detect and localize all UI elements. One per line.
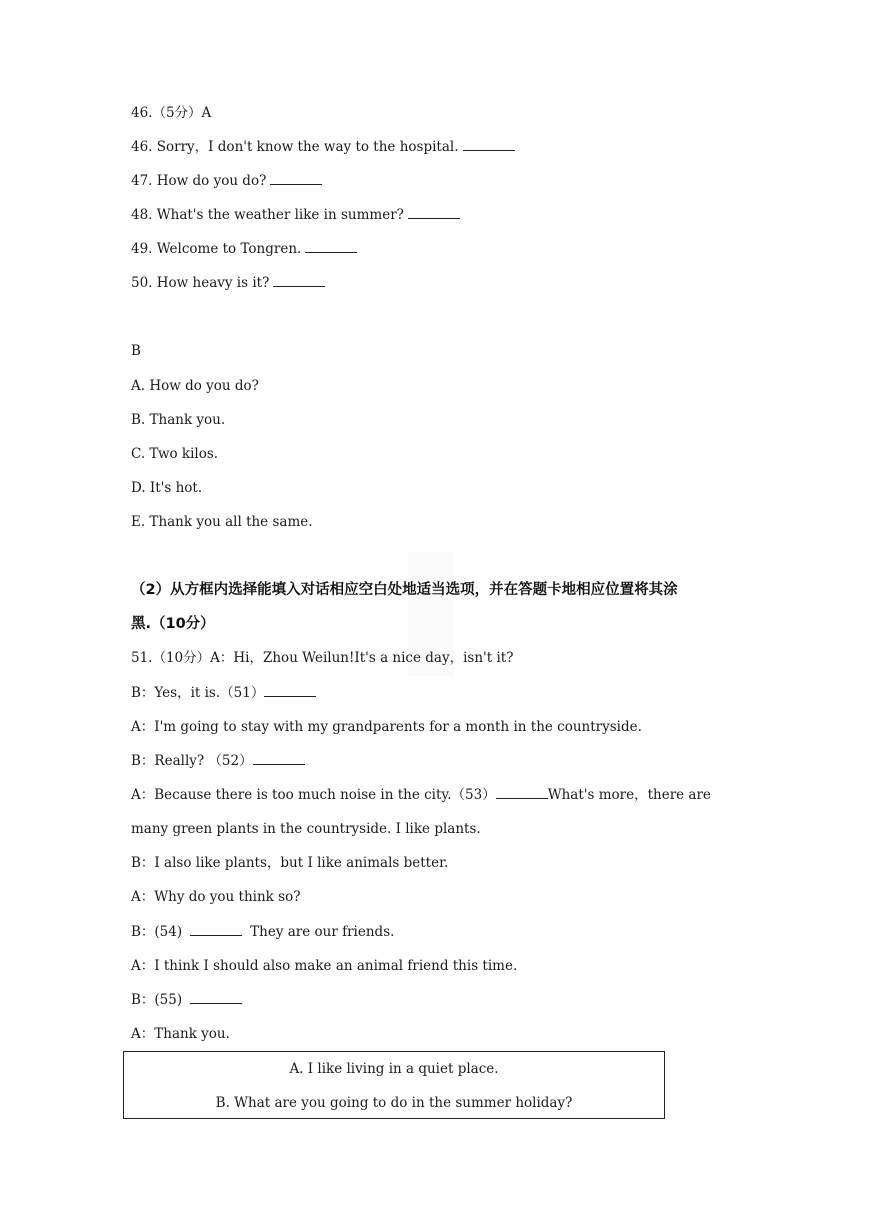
dialogue-line-11-text: B：(55) bbox=[131, 992, 183, 1008]
dialogue-line-6: many green plants in the countryside. I like plants. bbox=[131, 821, 481, 837]
option-b: B. Thank you. bbox=[131, 412, 226, 428]
answer-blank-51[interactable] bbox=[264, 684, 316, 697]
question-50-text: 50. How heavy is it? bbox=[131, 275, 270, 291]
question-46-text: 46. Sorry，I don't know the way to the hospital. bbox=[131, 139, 459, 155]
answer-blank-54[interactable] bbox=[190, 923, 242, 936]
answer-blank-55[interactable] bbox=[190, 991, 242, 1004]
section-2-instruction-cont: 黑.（10分） bbox=[131, 616, 215, 632]
question-47-text: 47. How do you do? bbox=[131, 173, 267, 189]
dialogue-line-5-text: A：Because there is too much noise in the city.（53） bbox=[131, 787, 496, 803]
option-c: C. Two kilos. bbox=[131, 446, 219, 462]
dialogue-line-9 bbox=[131, 923, 394, 941]
dialogue-line-5-cont: What's more，there are bbox=[547, 787, 711, 803]
part-a-header: 46.（5分）A bbox=[131, 105, 212, 121]
question-48 bbox=[131, 206, 460, 224]
answer-blank-49[interactable] bbox=[305, 240, 357, 253]
dialogue-line-11 bbox=[131, 991, 242, 1009]
dialogue-line-2-text: B：Yes，it is.（51） bbox=[131, 685, 265, 701]
dialogue-line-4-text: B：Really? （52） bbox=[131, 753, 253, 769]
dialogue-line-12: A：Thank you. bbox=[131, 1026, 230, 1042]
option-d: D. It's hot. bbox=[131, 480, 203, 496]
question-49-text: 49. Welcome to Tongren. bbox=[131, 241, 302, 257]
answer-blank-48[interactable] bbox=[408, 206, 460, 219]
dialogue-line-4 bbox=[131, 752, 305, 770]
dialogue-line-7: B：I also like plants，but I like animals better. bbox=[131, 855, 449, 871]
question-50 bbox=[131, 274, 325, 292]
answer-blank-47[interactable] bbox=[270, 172, 322, 185]
question-46 bbox=[131, 138, 515, 156]
option-e: E. Thank you all the same. bbox=[131, 514, 313, 530]
box-option-a: A. I like living in a quiet place. bbox=[289, 1061, 499, 1077]
dialogue-line-9-text: B：(54) bbox=[131, 924, 183, 940]
dialogue-line-5 bbox=[131, 786, 711, 804]
dialogue-line-9-cont: They are our friends. bbox=[250, 924, 395, 940]
answer-blank-52[interactable] bbox=[253, 752, 305, 765]
box-option-b: B. What are you going to do in the summer holiday? bbox=[215, 1095, 573, 1111]
question-49 bbox=[131, 240, 357, 258]
dialogue-line-3: A：I'm going to stay with my grandparents for a month in the countryside. bbox=[131, 719, 642, 735]
dialogue-line-10: A：I think I should also make an animal friend this time. bbox=[131, 958, 518, 974]
question-47 bbox=[131, 172, 322, 190]
answer-blank-50[interactable] bbox=[273, 274, 325, 287]
question-48-text: 48. What's the weather like in summer? bbox=[131, 207, 404, 223]
part-b-header: B bbox=[131, 343, 141, 359]
options-box bbox=[123, 1051, 665, 1119]
section-2-instruction: （2）从方框内选择能填入对话相应空白处地适当选项，并在答题卡地相应位置将其涂 bbox=[131, 582, 678, 598]
option-a: A. How do you do? bbox=[131, 378, 259, 394]
dialogue-line-1: 51.（10分）A：Hi，Zhou Weilun!It's a nice day，isn't it? bbox=[131, 650, 514, 666]
dialogue-line-2 bbox=[131, 684, 316, 702]
answer-blank-53[interactable] bbox=[496, 786, 548, 799]
dialogue-line-8: A：Why do you think so? bbox=[131, 889, 301, 905]
answer-blank-46[interactable] bbox=[463, 138, 515, 151]
